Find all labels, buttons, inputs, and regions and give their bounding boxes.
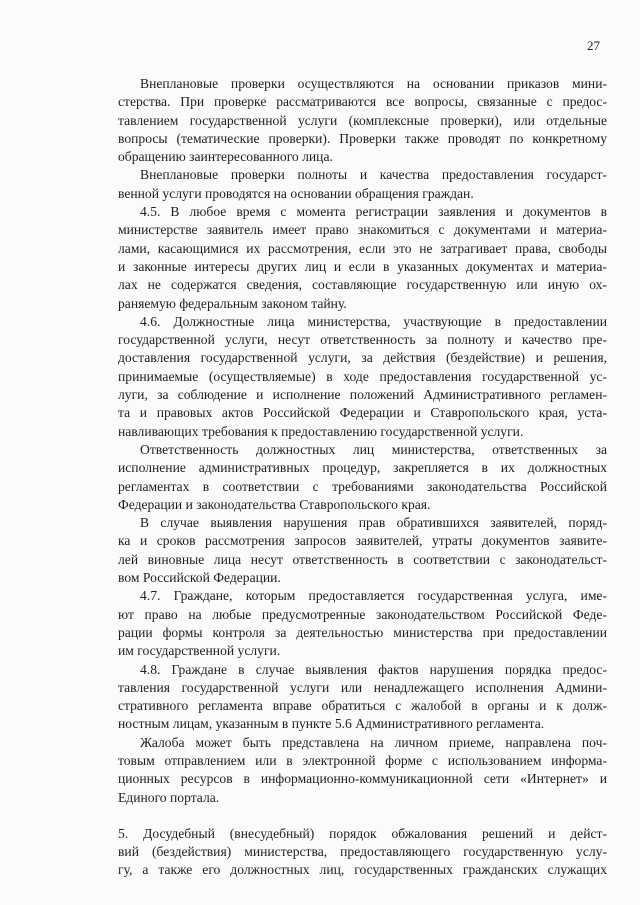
text-line: ционных ресурсов в информационно-коммуникационной сети «Интернет» и xyxy=(118,771,607,787)
text-line: Федерации и законодательства Ставропольского края. xyxy=(118,496,431,512)
text-line: товым отправлением или в электронной форме с использованием информа- xyxy=(118,752,607,768)
text-line: доставления государственной услуги, за действия (бездействие) и решения, xyxy=(118,350,607,366)
text-line: тавления государственной услуги или ненадлежащего исполнения Админи- xyxy=(118,679,607,695)
text-line: рации формы контроля за деятельностью министерства при предоставлении xyxy=(118,624,607,640)
text-line: и законные интересы других лиц и если в указанных документах и материа- xyxy=(118,258,607,274)
text-line: ностным лицам, указанным в пункте 5.6 Административного регламента. xyxy=(118,716,545,732)
text-line: ка и сроков рассмотрения запросов заявителей, утраты документов заявите- xyxy=(118,533,607,549)
text-line: Внеплановые проверки полноты и качества предоставления государст- xyxy=(140,167,607,183)
text-line: обращению заинтересованного лица. xyxy=(118,149,333,165)
text-line: В случае выявления нарушения прав обратившихся заявителей, поряд- xyxy=(140,515,607,531)
paragraph xyxy=(118,734,607,807)
text-line: Единого портала. xyxy=(118,789,220,805)
text-line: стративного регламента вправе обратиться с жалобой в органы и к долж- xyxy=(118,698,607,714)
text-line: 4.6. Должностные лица министерства, участвующие в предоставлении xyxy=(140,313,607,329)
text-line: принимаемые (осуществляемые) в ходе предоставления государственной ус- xyxy=(118,368,607,384)
heading-line: вий (бездействия) министерства, предоставляющего государственную услу- xyxy=(118,844,607,860)
text-line: навливающих требования к предоставлению государственной услуги. xyxy=(118,423,524,439)
heading-line: 5. Досудебный (внесудебный) порядок обжалования решений и дейст- xyxy=(118,825,607,841)
document-body xyxy=(118,75,607,880)
page-number: 27 xyxy=(587,38,600,53)
paragraph xyxy=(118,203,607,313)
text-line: ют право на любые предусмотренные законодательством Российской Феде- xyxy=(118,606,607,622)
text-line: тавлением государственной услуги (комплексные проверки), или отдельные xyxy=(118,112,607,128)
paragraph xyxy=(118,661,607,734)
paragraph xyxy=(118,75,607,166)
text-line: вопросы (тематические проверки). Проверки также проводят по конкретному xyxy=(118,130,607,146)
text-line: Ответственность должностных лиц министерства, ответственных за xyxy=(140,441,607,457)
text-line: 4.8. Граждане в случае выявления фактов нарушения порядка предос- xyxy=(140,661,607,677)
text-line: государственной услуги, несут ответственность за полноту и качество пре- xyxy=(118,332,607,348)
text-line: 4.5. В любое время с момента регистрации заявления и документов в xyxy=(140,204,607,220)
spacer xyxy=(118,807,607,825)
text-line: исполнение административных процедур, закрепляется в их должностных xyxy=(118,460,607,476)
text-line: регламентах в соответствии с требованиями законодательства Российской xyxy=(118,478,607,494)
paragraph xyxy=(118,166,607,203)
heading-line: гу, а также его должностных лиц, государственных гражданских служащих xyxy=(118,862,607,878)
paragraph xyxy=(118,441,607,514)
text-line: стерства. При проверке рассматриваются все вопросы, связанные с предос- xyxy=(118,94,607,110)
text-line: Жалоба может быть представлена на личном приеме, направлена поч- xyxy=(140,734,607,750)
text-line: венной услуги проводятся на основании обращения граждан. xyxy=(118,185,474,201)
paragraph xyxy=(118,514,607,587)
text-line: министерстве заявитель имеет право знакомиться с документами и материа- xyxy=(118,222,607,238)
text-line: вом Российской Федерации. xyxy=(118,570,281,586)
paragraph xyxy=(118,313,607,441)
text-line: 4.7. Граждане, которым предоставляется государственная услуга, име- xyxy=(140,588,607,604)
text-line: лами, касающимися их рассмотрения, если это не затрагивает права, свободы xyxy=(118,240,607,256)
section-heading xyxy=(118,825,607,880)
text-line: луги, за соблюдение и исполнение положений Административного регламен- xyxy=(118,387,607,403)
paragraph xyxy=(118,587,607,660)
text-line: им государственной услуги. xyxy=(118,643,281,659)
text-line: лей виновные лица несут ответственность в соответствии с законодательст- xyxy=(118,551,607,567)
text-line: раняемую федеральным законом тайну. xyxy=(118,295,347,311)
text-line: та и правовых актов Российской Федерации и Ставропольского края, уста- xyxy=(118,405,607,421)
text-line: лах не содержатся сведения, составляющие государственную или иную ох- xyxy=(118,277,607,293)
text-line: Внеплановые проверки осуществляются на основании приказов мини- xyxy=(140,76,607,91)
